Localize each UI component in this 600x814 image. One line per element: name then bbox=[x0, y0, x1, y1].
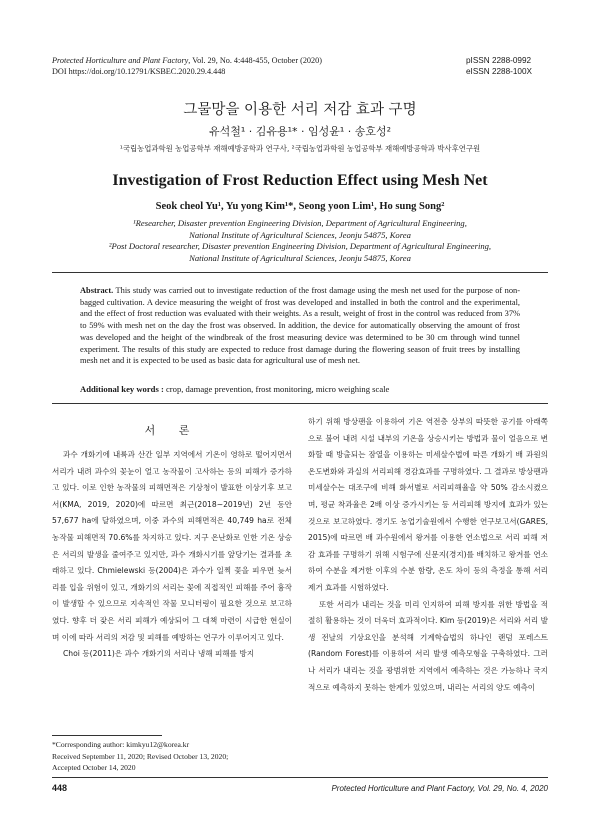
section-title-introduction: 서 론 bbox=[144, 424, 200, 437]
journal-citation-header bbox=[52, 55, 322, 77]
pissn: pISSN 2288-0992 bbox=[466, 56, 532, 65]
keywords-text: crop, damage prevention, frost monitoring, micro weighing scale bbox=[165, 384, 390, 394]
abstract-top-rule bbox=[52, 272, 548, 273]
affiliation-1: ¹Researcher, Disaster prevention Engineering Division, Department of Agricultural Engineering, bbox=[133, 218, 467, 228]
abstract-text: This study was carried out to investigate reduction of the frost damage using the mesh net used for the purpose of non-bagged cultivation. A device measuring the weight of frost was developed and installed in both the control and the experimental, and the effect of frost reduction was evaluated with their weights. As a result, weight of frost in the control was reduced from 37% to 59% with mesh net on the day the frost was observed. In addition, the device for automatically observing the amount of frost was developed and the height of the windbreak of the frost measuring device was determined to be 30 cm through wind tunnel experiment. The results of this study are expected to reduce frost damage during the flowering season of fruit trees by installing mesh net and it is expected to be used as basic data for agricultural use of mesh net. bbox=[80, 286, 520, 366]
keywords-bottom-rule bbox=[52, 403, 548, 404]
journal-volume-info: , Vol. 29, No. 4:448-455, October (2020) bbox=[188, 56, 322, 65]
english-title: Investigation of Frost Reduction Effect using Mesh Net bbox=[112, 172, 488, 189]
affiliation-1-institute: National Institute of Agricultural Sciences, Jeonju 54875, Korea bbox=[189, 229, 411, 240]
english-authors: Seok cheol Yu¹, Yu yong Kim¹*, Seong yoon Lim¹, Ho sung Song² bbox=[155, 201, 445, 212]
journal-name: Protected Horticulture and Plant Factory bbox=[52, 56, 189, 65]
affiliation-2-institute: National Institute of Agricultural Sciences, Jeonju 54875, Korea bbox=[189, 252, 411, 263]
right-paragraph-2: 또한 서리가 내리는 것을 미리 인지하여 피해 방지를 위한 방법을 적절히 활용하는 것이 더욱더 효과적이다. Kim 등(2019)은 서리와 서리 발생 전날의 기상요인을 분석해 기계학습법의 하나인 랜덤 포레스트(Random Forest)를 이용하여 서리 발생 예측모형을 구축하였다. 그러나 서리가 내리는 것을 광범위한 지역에서 예측하는 것은 가능하나 국지적으로 예측하지 못하는 한계가 있었으며, 내리는 서리의 양도 예측이 bbox=[308, 599, 548, 692]
affiliation-2: ²Post Doctoral researcher, Disaster prevention Engineering Division, Department of Agricultural Engineering, bbox=[108, 241, 492, 251]
left-column bbox=[52, 447, 292, 663]
footer-journal: Protected Horticulture and Plant Factory, Vol. 29, No. 4, 2020 bbox=[331, 784, 548, 793]
eissn: eISSN 2288-100X bbox=[466, 67, 532, 76]
right-paragraph-1: 하기 위해 방상팬을 이용하여 기온 역전층 상부의 따뜻한 공기를 아래쪽으로 불어 내려 시설 내부의 기온을 상승시키는 방법과 물이 얼음으로 변화할 때 방출되는 잠열을 이용하는 미세살수법에 따른 개화기 배 과원의 온도변화와 과실의 서리피해 경감효과를 구명하였다. 그 결과로 방상팬과 미세살수는 대조구에 비해 화서별로 서리피해율을 약 50% 감소시켰으며, 평균 착과율은 2배 이상 증가시키는 등 서리피해 방지에 효과가 있는 것으로 보고하였다. 경기도 농업기술원에서 수행한 연구보고서(GARES, 2015)에 따르면 배 과수원에서 왕겨를 이용한 연소법으로 서리 피해 저감 효과를 구명하기 위해 시험구에 신문지(경지)를 배치하고 왕겨를 연소하여 수분을 제거한 이후의 수분 함량, 온도 차이 등의 측정을 통해 서리 제거 효과를 시험하였다. bbox=[308, 417, 548, 592]
received-date: Received September 11, 2020; Revised October 13, 2020; bbox=[52, 751, 229, 761]
korean-authors: 유석철¹ · 김유용¹* · 임성윤¹ · 송호성² bbox=[208, 125, 392, 138]
corresponding-author: *Corresponding author: kimkyu12@korea.kr bbox=[52, 740, 190, 749]
abstract bbox=[80, 285, 520, 367]
doi-link[interactable]: DOI https://doi.org/10.12791/KSBEC.2020.29.4.448 bbox=[52, 67, 226, 76]
korean-title: 그물망을 이용한 서리 저감 효과 구명 bbox=[183, 102, 417, 118]
footnote-rule bbox=[52, 735, 162, 736]
footnote bbox=[52, 739, 292, 774]
left-paragraph-2: Choi 등(2011)은 과수 개화기의 서리나 냉해 피해를 방지 bbox=[63, 649, 255, 659]
issn-block bbox=[466, 55, 532, 77]
keywords-label: Additional key words : bbox=[80, 384, 164, 394]
right-column bbox=[308, 414, 548, 696]
accepted-date: Accepted October 14, 2020 bbox=[52, 763, 136, 772]
english-affiliation bbox=[60, 218, 540, 264]
abstract-label: Abstract. bbox=[80, 286, 114, 295]
korean-affiliation: ¹국립농업과학원 농업공학부 재해예방공학과 연구사, ²국립농업과학원 농업공학부 재해예방공학과 박사후연구원 bbox=[119, 144, 481, 153]
page-number: 448 bbox=[52, 783, 68, 793]
keywords bbox=[80, 384, 520, 394]
left-paragraph-1: 과수 개화기에 내륙과 산간 일부 지역에서 기온이 영하로 떨어지면서 서리가 내려 과수의 꽃눈이 얼고 농작물이 고사하는 등의 피해가 증가하고 있다. 이로 인한 농작물의 피해면적은 기상청이 발표한 이상기후 보고서(KMA, 2019, 2020)에 따르면 최근(2018~2019년) 2년 동안 57,677 ha에 달하였으며, 이중 과수의 피해면적은 40,749 ha로 전체 농작물 피해면적 70.6%를 차지하고 있다. 지구 온난화로 인한 기온 상승은 서리의 발생을 줄여주고 있지만, 과수 개화시기를 앞당기는 결과를 초래하고 있다. Chmielewski 등(2004)은 과수가 일찍 꽃을 피우면 늦서리를 입을 위험이 있고, 개화기의 서리는 꽃에 직접적인 피해를 주어 흉작이 발생할 수 있으므로 지속적인 작물 모니터링이 필요한 것으로 보고하였다. 향후 더 잦은 서리 피해가 예상되어 그 대책 마련이 시급한 현실이며 이에 따라 서리의 저감 및 피해를 예방하는 연구가 이루어지고 있다. bbox=[52, 450, 292, 642]
footer-rule bbox=[52, 777, 548, 778]
